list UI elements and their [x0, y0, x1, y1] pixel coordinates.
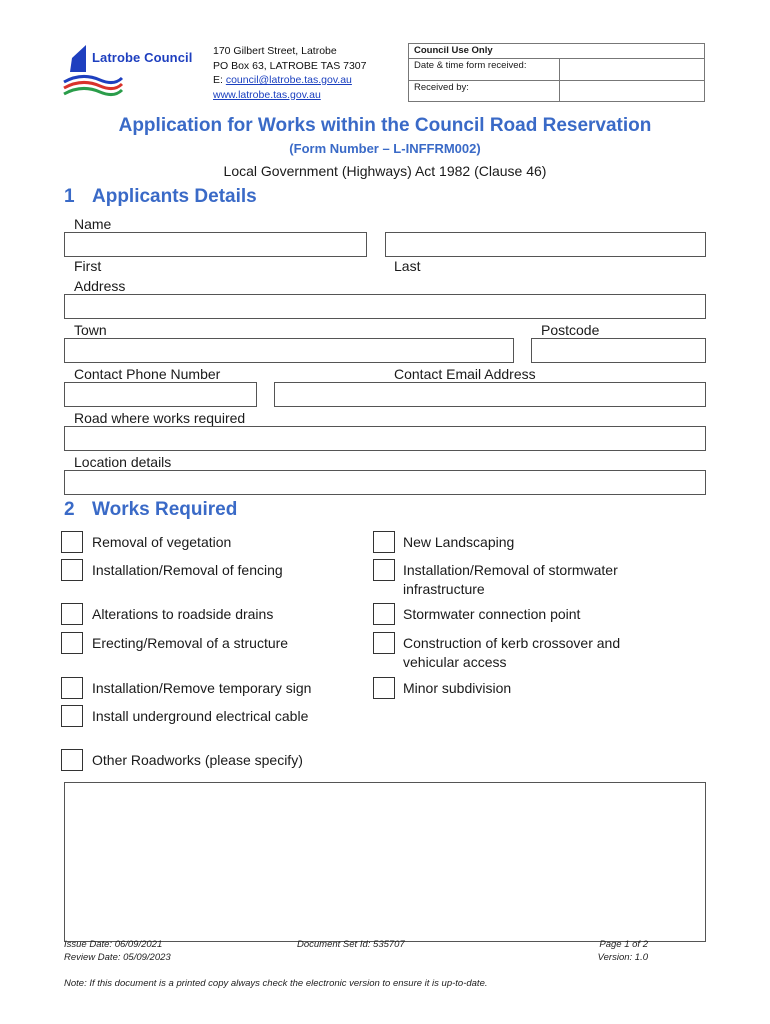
address-line-1: 170 Gilbert Street, Latrobe: [213, 45, 337, 57]
email-prefix: E:: [213, 74, 226, 86]
review-date: Review Date: 05/09/2023: [64, 952, 171, 963]
section-2-title: Works Required: [92, 499, 238, 520]
postcode-label: Postcode: [541, 322, 600, 338]
minor-subdivision-label: [403, 679, 511, 698]
roadside-drains-checkbox[interactable]: [61, 603, 83, 625]
stormwater-infrastructure-label: [403, 561, 618, 599]
location-label: Location details: [74, 454, 172, 470]
fencing-label: [92, 561, 283, 580]
temporary-sign-label: [92, 679, 311, 698]
email-line: [213, 73, 367, 88]
section-1-title: Applicants Details: [92, 186, 257, 207]
phone-label: Contact Phone Number: [74, 366, 221, 382]
roadside-drains-text: Alterations to roadside drains: [92, 606, 274, 622]
temporary-sign-checkbox[interactable]: [61, 677, 83, 699]
minor-subdivision-checkbox[interactable]: [373, 677, 395, 699]
removal-of-vegetation-text: Removal of vegetation: [92, 534, 232, 550]
location-input[interactable]: [64, 470, 706, 495]
other-roadworks-label: [92, 751, 303, 770]
footer-note: Note: If this document is a printed copy always check the electronic version to ensure it is up-to-date.: [64, 978, 488, 989]
new-landscaping-checkbox[interactable]: [373, 531, 395, 553]
stormwater-infrastructure-text-2: infrastructure: [403, 581, 485, 597]
fencing-checkbox[interactable]: [61, 559, 83, 581]
road-label: Road where works required: [74, 410, 246, 426]
legislation-reference: Local Government (Highways) Act 1982 (Clause 46): [223, 163, 547, 179]
address-label: Address: [74, 278, 126, 294]
version: Version: 1.0: [597, 952, 648, 963]
fencing-text: Installation/Removal of fencing: [92, 562, 283, 578]
footer-dates: [64, 938, 171, 964]
name-label: Name: [74, 216, 112, 232]
road-input[interactable]: [64, 426, 706, 451]
new-landscaping-label: [403, 533, 514, 552]
form-number: (Form Number – L-INFFRM002): [289, 141, 481, 156]
section-2-heading: [64, 499, 237, 521]
section-1-number: 1: [64, 186, 75, 207]
received-by-field[interactable]: [560, 80, 705, 102]
email-link[interactable]: council@latrobe.tas.gov.au: [225, 74, 352, 86]
minor-subdivision-text: Minor subdivision: [403, 680, 512, 696]
electrical-cable-checkbox[interactable]: [61, 705, 83, 727]
section-2-number: 2: [64, 499, 75, 520]
kerb-crossover-label: [403, 634, 620, 672]
issue-date: Issue Date: 06/09/2021: [64, 939, 163, 950]
council-address: [213, 44, 367, 102]
kerb-crossover-checkbox[interactable]: [373, 632, 395, 654]
town-input[interactable]: [64, 338, 514, 363]
other-roadworks-textarea[interactable]: [64, 782, 706, 942]
page-title: Application for Works within the Council Road Reservation: [118, 115, 652, 136]
first-name-label: First: [74, 258, 102, 274]
structure-text: Erecting/Removal of a structure: [92, 635, 289, 651]
other-roadworks-checkbox[interactable]: [61, 749, 83, 771]
email-input[interactable]: [274, 382, 706, 407]
last-name-input[interactable]: [385, 232, 706, 257]
date-received-field[interactable]: [560, 59, 705, 81]
electrical-cable-text: Install underground electrical cable: [92, 708, 309, 724]
council-use-heading: Council Use Only: [409, 44, 705, 59]
first-name-input[interactable]: [64, 232, 367, 257]
other-roadworks-text: Other Roadworks (please specify): [92, 752, 303, 768]
address-input[interactable]: [64, 294, 706, 319]
page-number: Page 1 of 2: [599, 939, 648, 950]
stormwater-connection-checkbox[interactable]: [373, 603, 395, 625]
last-name-label: Last: [394, 258, 421, 274]
new-landscaping-text: New Landscaping: [403, 534, 515, 550]
stormwater-connection-text: Stormwater connection point: [403, 606, 581, 622]
document-set-id: Document Set Id: 535707: [297, 939, 405, 950]
address-line-2: PO Box 63, LATROBE TAS 7307: [213, 59, 367, 72]
received-by-label: Received by:: [409, 80, 560, 102]
stormwater-infrastructure-checkbox[interactable]: [373, 559, 395, 581]
council-use-table: [408, 43, 705, 102]
removal-of-vegetation-checkbox[interactable]: [61, 531, 83, 553]
date-received-label: Date & time form received:: [409, 59, 560, 81]
roadside-drains-label: [92, 605, 273, 624]
structure-label: [92, 634, 288, 653]
kerb-crossover-text-1: Construction of kerb crossover and: [403, 635, 621, 651]
town-label: Town: [74, 322, 107, 338]
logo-text: Latrobe Council: [92, 50, 193, 65]
stormwater-infrastructure-text-1: Installation/Removal of stormwater: [403, 562, 618, 578]
temporary-sign-text: Installation/Remove temporary sign: [92, 680, 312, 696]
electrical-cable-label: [92, 707, 308, 726]
footer-page-info: [548, 938, 648, 964]
stormwater-connection-label: [403, 605, 580, 624]
removal-of-vegetation-label: [92, 533, 231, 552]
structure-checkbox[interactable]: [61, 632, 83, 654]
section-1-heading: [64, 186, 257, 208]
email-label: Contact Email Address: [394, 366, 536, 382]
postcode-input[interactable]: [531, 338, 706, 363]
kerb-crossover-text-2: vehicular access: [403, 654, 507, 670]
phone-input[interactable]: [64, 382, 257, 407]
website-link[interactable]: www.latrobe.tas.gov.au: [213, 88, 321, 101]
